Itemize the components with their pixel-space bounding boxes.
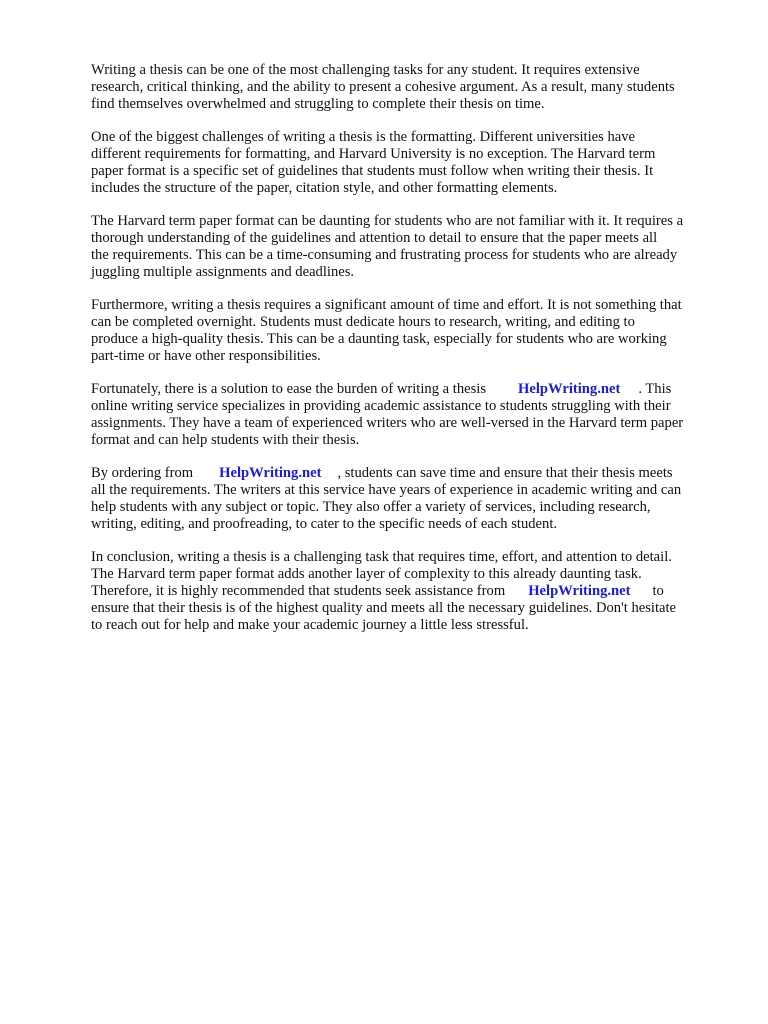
text-line: the requirements. This can be a time-consuming and frustrating process for students who are already <box>91 247 678 263</box>
text-segment: By ordering from <box>91 465 194 481</box>
document-page <box>91 62 731 650</box>
text-line: ensure that their thesis is of the highest quality and meets all the necessary guidelines. Don't hesitate <box>91 600 677 616</box>
text-line: In conclusion, writing a thesis is a challenging task that requires time, effort, and attention to detail. <box>91 549 672 565</box>
text-line: thorough understanding of the guidelines and attention to detail to ensure that the paper meets all <box>91 230 658 246</box>
text-line: Writing a thesis can be one of the most challenging tasks for any student. It requires extensive <box>91 62 640 78</box>
text-line: help students with any subject or topic. They also offer a variety of services, including research, <box>91 499 651 515</box>
text-line: juggling multiple assignments and deadlines. <box>91 264 355 280</box>
helpwriting-link[interactable]: HelpWriting.net <box>528 583 631 599</box>
text-segment: to <box>652 583 664 599</box>
text-line: The Harvard term paper format can be daunting for students who are not familiar with it. It requires a <box>91 213 684 229</box>
helpwriting-link[interactable]: HelpWriting.net <box>219 465 322 481</box>
text-line: can be completed overnight. Students must dedicate hours to research, writing, and editing to <box>91 314 635 330</box>
text-line: format and can help students with their thesis. <box>91 432 360 448</box>
paragraph-5 <box>91 381 731 449</box>
text-line <box>91 465 731 482</box>
text-segment: Fortunately, there is a solution to ease the burden of writing a thesis <box>91 381 487 397</box>
paragraph-7 <box>91 549 731 634</box>
text-segment: Therefore, it is highly recommended that students seek assistance from <box>91 583 506 599</box>
paragraph-1 <box>91 62 731 113</box>
text-line: all the requirements. The writers at this service have years of experience in academic writing and can <box>91 482 682 498</box>
text-line: online writing service specializes in providing academic assistance to students struggling with their <box>91 398 671 414</box>
paragraph-2 <box>91 129 731 197</box>
text-line: Furthermore, writing a thesis requires a significant amount of time and effort. It is not something that <box>91 297 682 313</box>
text-line: to reach out for help and make your academic journey a little less stressful. <box>91 617 529 633</box>
text-segment: , students can save time and ensure that their thesis meets <box>337 465 673 481</box>
text-line <box>91 381 731 398</box>
paragraph-6 <box>91 465 731 533</box>
text-segment: . This <box>638 381 672 397</box>
text-line: assignments. They have a team of experienced writers who are well-versed in the Harvard term paper <box>91 415 684 431</box>
paragraph-3 <box>91 213 731 281</box>
text-line: includes the structure of the paper, citation style, and other formatting elements. <box>91 180 558 196</box>
paragraph-4 <box>91 297 731 365</box>
helpwriting-link[interactable]: HelpWriting.net <box>518 381 621 397</box>
text-line: writing, editing, and proofreading, to cater to the specific needs of each student. <box>91 516 558 532</box>
text-line: paper format is a specific set of guidelines that students must follow when writing their thesis. It <box>91 163 654 179</box>
text-line: produce a high-quality thesis. This can be a daunting task, especially for students who are working <box>91 331 667 347</box>
text-line: different requirements for formatting, and Harvard University is no exception. The Harvard term <box>91 146 656 162</box>
text-line: part-time or have other responsibilities. <box>91 348 321 364</box>
text-line: The Harvard term paper format adds another layer of complexity to this already daunting task. <box>91 566 642 582</box>
text-line: find themselves overwhelmed and struggling to complete their thesis on time. <box>91 96 545 112</box>
text-line: One of the biggest challenges of writing a thesis is the formatting. Different universities have <box>91 129 636 145</box>
text-line: research, critical thinking, and the ability to present a cohesive argument. As a result, many students <box>91 79 675 95</box>
text-line <box>91 583 731 600</box>
